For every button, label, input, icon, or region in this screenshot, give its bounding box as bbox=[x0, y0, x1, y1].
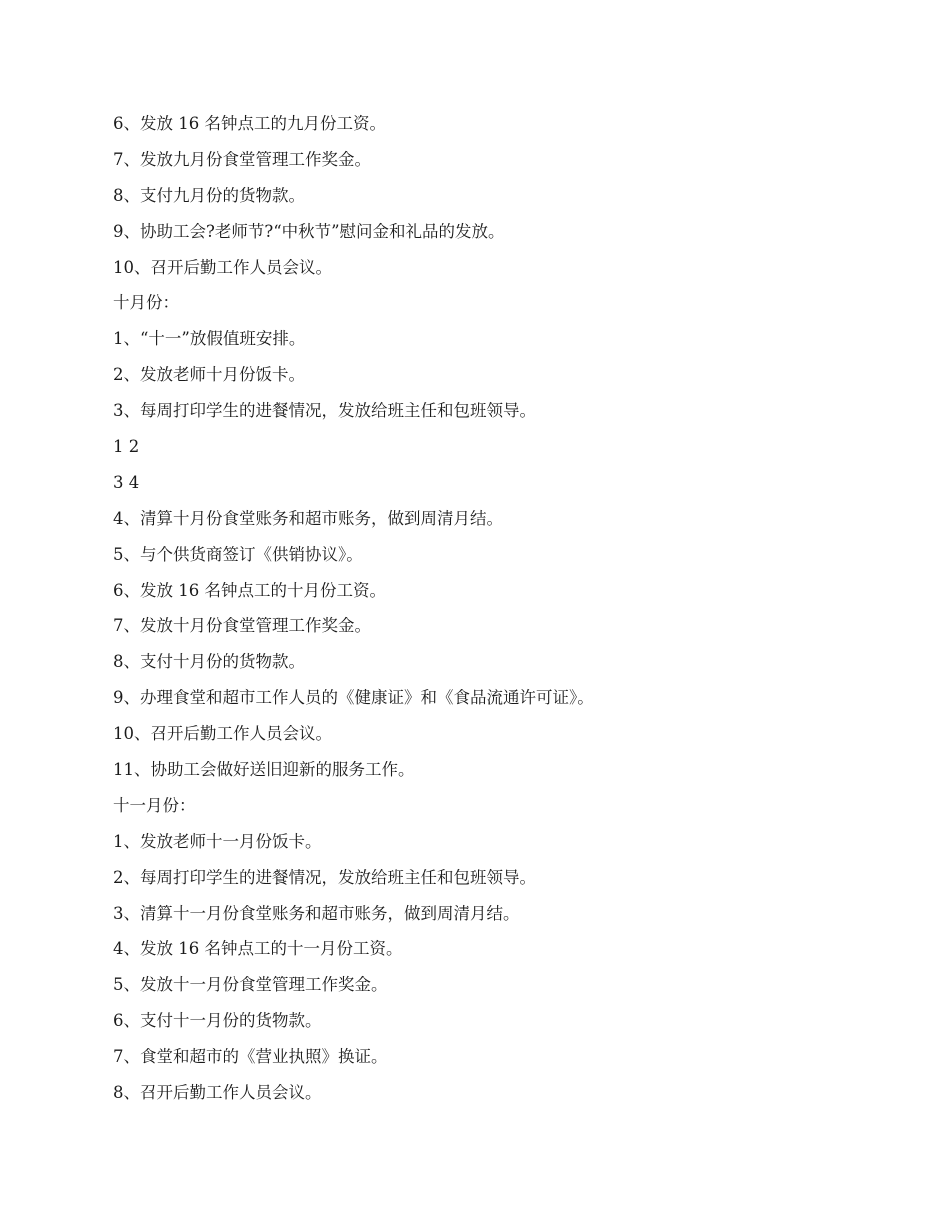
text-line: 2、每周打印学生的进餐情况，发放给班主任和包班领导。 bbox=[113, 867, 536, 887]
text-line: 10、召开后勤工作人员会议。 bbox=[113, 724, 332, 744]
text-line: 4、发放 16 名钟点工的十一月份工资。 bbox=[113, 939, 403, 959]
text-line: 6、发放 16 名钟点工的九月份工资。 bbox=[113, 114, 386, 133]
text-line: 7、发放十月份食堂管理工作奖金。 bbox=[113, 616, 371, 636]
page-number-line: 1 2 bbox=[113, 437, 140, 457]
section-heading: 十月份： bbox=[113, 293, 179, 313]
text-line: 9、协助工会?老师节?“中秋节”慰问金和礼品的发放。 bbox=[113, 221, 505, 241]
text-line: 2、发放老师十月份饭卡。 bbox=[113, 365, 305, 385]
text-line: 3、每周打印学生的进餐情况，发放给班主任和包班领导。 bbox=[113, 401, 536, 421]
section-heading: 十一月份： bbox=[113, 795, 196, 815]
text-line: 6、发放 16 名钟点工的十月份工资。 bbox=[113, 580, 386, 600]
text-line: 11、协助工会做好送旧迎新的服务工作。 bbox=[113, 760, 415, 780]
text-line: 7、发放九月份食堂管理工作奖金。 bbox=[113, 149, 371, 169]
text-line: 7、食堂和超市的《营业执照》换证。 bbox=[113, 1047, 388, 1067]
page-number-line: 3 4 bbox=[113, 472, 140, 492]
text-line: 3、清算十一月份食堂账务和超市账务，做到周清月结。 bbox=[113, 903, 520, 923]
text-line: 1、“十一”放假值班安排。 bbox=[113, 329, 306, 349]
text-line: 5、发放十一月份食堂管理工作奖金。 bbox=[113, 975, 388, 995]
text-line: 4、清算十月份食堂账务和超市账务，做到周清月结。 bbox=[113, 508, 503, 528]
text-line: 10、召开后勤工作人员会议。 bbox=[113, 257, 332, 277]
text-line: 6、支付十一月份的货物款。 bbox=[113, 1011, 322, 1031]
text-line: 8、支付十月份的货物款。 bbox=[113, 652, 305, 672]
text-line: 8、召开后勤工作人员会议。 bbox=[113, 1083, 322, 1103]
text-line: 1、发放老师十一月份饭卡。 bbox=[113, 831, 322, 851]
text-line: 9、办理食堂和超市工作人员的《健康证》和《食品流通许可证》。 bbox=[113, 688, 594, 708]
document-body bbox=[113, 106, 893, 1111]
text-line: 5、与个供货商签订《供销协议》。 bbox=[113, 544, 363, 564]
text-line: 8、支付九月份的货物款。 bbox=[113, 185, 305, 205]
